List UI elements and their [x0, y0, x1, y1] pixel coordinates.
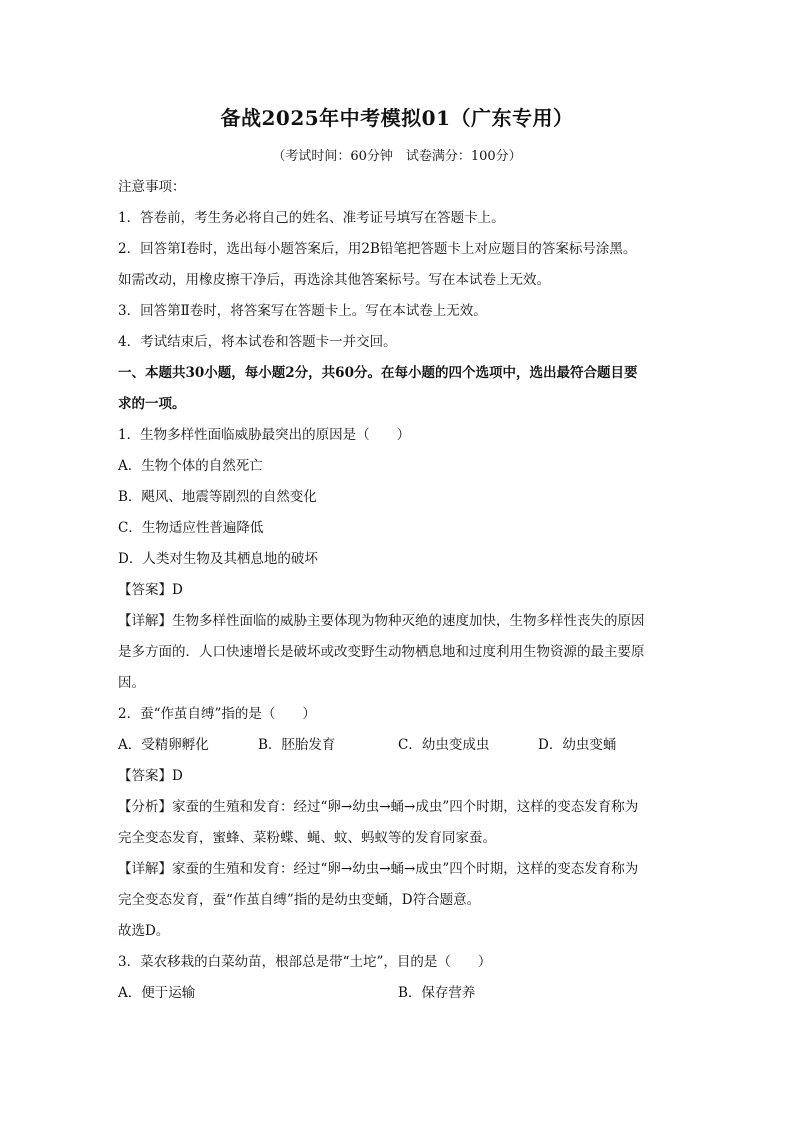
option: B．保存营养 [398, 985, 476, 1001]
exam-content [118, 172, 678, 1009]
option: C．生物适应性普遍降低 [118, 520, 264, 536]
answer: 【答案】D [118, 768, 183, 784]
question-stem: 1．生物多样性面临威胁最突出的原因是（ ） [118, 427, 411, 443]
section-heading-cont: 求的一项。 [118, 396, 186, 412]
answer: 【答案】D [118, 582, 183, 598]
conclusion: 故选D。 [118, 923, 170, 939]
notice-item: 1．答卷前，考生务必将自己的姓名、准考证号填写在答题卡上。 [118, 210, 505, 226]
notice-item: 如需改动，用橡皮擦干净后，再选涂其他答案标号。写在本试卷上无效。 [118, 272, 550, 288]
option: D．人类对生物及其栖息地的破坏 [118, 551, 318, 567]
notice-item: 3．回答第Ⅱ卷时，将答案写在答题卡上。写在本试卷上无效。 [118, 303, 487, 319]
options-row [118, 730, 678, 761]
exam-info: （考试时间：60分钟 试卷满分：100分） [272, 149, 522, 164]
question-stem: 3．菜农移栽的白菜幼苗，根部总是带“土坨”，目的是（ ） [118, 954, 492, 970]
option: A．生物个体的自然死亡 [118, 458, 263, 474]
options-row [118, 978, 678, 1009]
option: A．受精卵孵化 [118, 737, 209, 753]
notice-item: 4．考试结束后，将本试卷和答题卡一并交回。 [118, 334, 397, 350]
detail-text: 【详解】家蚕的生殖和发育：经过“卵→幼虫→蛹→成虫”四个时期，这样的变态发育称为 [118, 861, 639, 877]
analysis-text: 【分析】家蚕的生殖和发育：经过“卵→幼虫→蛹→成虫”四个时期，这样的变态发育称为 [118, 799, 639, 815]
option: B．飓风、地震等剧烈的自然变化 [118, 489, 317, 505]
option: C．幼虫变成虫 [398, 737, 490, 753]
detail-text: 是多方面的．人口快速增长是破坏或改变野生动物栖息地和过度利用生物资源的最主要原 [118, 644, 645, 660]
analysis-text: 完全变态发育，蜜蜂、菜粉蝶、蝇、蚊、蚂蚁等的发育同家蚕。 [118, 830, 496, 846]
option: B．胚胎发育 [258, 737, 336, 753]
option: D．幼虫变蛹 [538, 737, 617, 753]
page-title: 备战2025年中考模拟01（广东专用） [220, 106, 574, 130]
detail-text: 因。 [118, 675, 145, 691]
option: A．便于运输 [118, 985, 196, 1001]
question-stem: 2．蚕“作茧自缚”指的是（ ） [118, 706, 316, 722]
notice-item: 2．回答第Ⅰ卷时，选出每小题答案后，用2B铅笔把答题卡上对应题目的答案标号涂黑。 [118, 241, 637, 257]
section-heading: 一、本题共30小题，每小题2分，共60分。在每小题的四个选项中，选出最符合题目要 [118, 365, 638, 381]
detail-text: 完全变态发育，蚕“作茧自缚”指的是幼虫变蛹，D符合题意。 [118, 892, 481, 908]
detail-text: 【详解】生物多样性面临的威胁主要体现为物种灭绝的速度加快，生物多样性丧失的原因 [118, 613, 645, 629]
notice-heading: 注意事项： [118, 179, 186, 195]
